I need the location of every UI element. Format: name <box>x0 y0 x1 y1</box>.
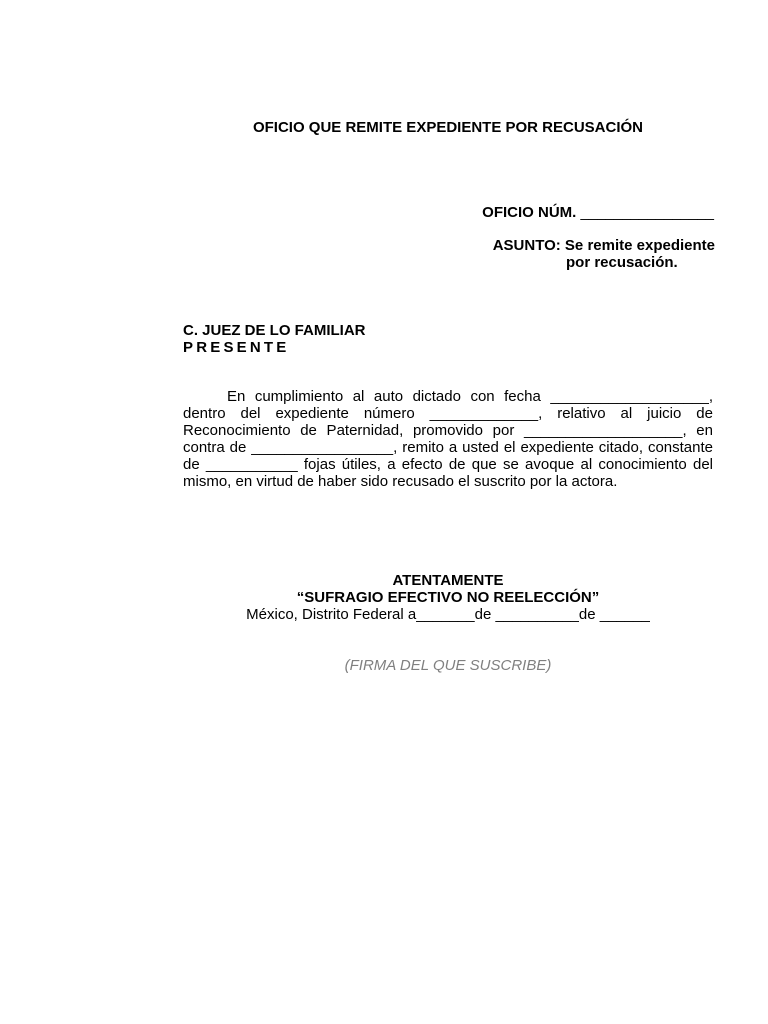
asunto-line-1: ASUNTO: Se remite expediente <box>492 237 715 254</box>
asunto-line-2: por recusación. <box>566 254 678 271</box>
place-date-line: México, Distrito Federal a_______de __________de ______ <box>246 606 650 623</box>
body-paragraph: En cumplimiento al auto dictado con fecha ___________________, dentro del expediente número _____________, relativo al juicio de Reconocimiento de Paternidad, promovido por ___________________, en contra de _________________, remito a usted el expediente citado, constante de ___________ fojas útiles, a efecto de que se avoque al conocimiento del mismo, en virtud de haber sido recusado el suscrito por la actora. <box>183 388 713 490</box>
document-title: OFICIO QUE REMITE EXPEDIENTE POR RECUSACIÓN <box>252 119 644 136</box>
closing-motto: “SUFRAGIO EFECTIVO NO REELECCIÓN” <box>296 589 600 606</box>
oficio-number-blank: ________________ <box>580 204 714 221</box>
oficio-number-label: OFICIO NÚM. <box>482 204 577 221</box>
recipient-name: C. JUEZ DE LO FAMILIAR <box>183 322 366 339</box>
signature-placeholder: (FIRMA DEL QUE SUSCRIBE) <box>344 657 552 674</box>
recipient-block <box>183 322 366 356</box>
closing-block <box>183 572 713 623</box>
asunto-block <box>470 237 715 271</box>
presente-heading: PRESENTE <box>183 339 290 356</box>
oficio-number-line <box>482 204 714 222</box>
closing-atentamente: ATENTAMENTE <box>392 572 504 589</box>
